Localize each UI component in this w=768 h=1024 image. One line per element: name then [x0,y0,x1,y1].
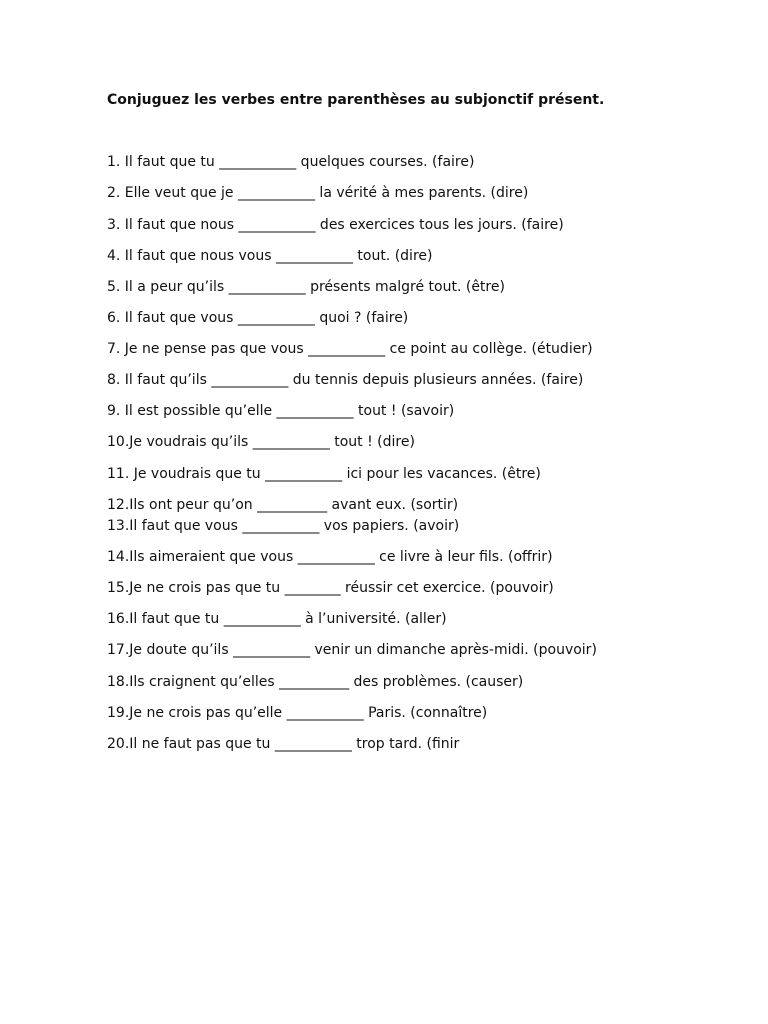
exercise-line: 9. Il est possible qu’elle ___________ tout ! (savoir) [107,403,455,419]
exercise-line: 18.Ils craignent qu’elles __________ des problèmes. (causer) [107,674,524,690]
exercise-line: 1. Il faut que tu ___________ quelques courses. (faire) [107,154,475,170]
exercise-line: 6. Il faut que vous ___________ quoi ? (faire) [107,310,409,326]
exercise-line: 16.Il faut que tu ___________ à l’université. (aller) [107,611,447,627]
exercise-line: 3. Il faut que nous ___________ des exercices tous les jours. (faire) [107,217,564,233]
exercise-line: 14.Ils aimeraient que vous ___________ ce livre à leur fils. (offrir) [107,549,553,565]
exercise-line: 4. Il faut que nous vous ___________ tout. (dire) [107,248,433,264]
exercise-line: 7. Je ne pense pas que vous ___________ ce point au collège. (étudier) [107,341,593,357]
exercise-line: 8. Il faut qu’ils ___________ du tennis depuis plusieurs années. (faire) [107,372,584,388]
exercise-line: 17.Je doute qu’ils ___________ venir un dimanche après-midi. (pouvoir) [107,642,597,658]
exercise-line: 5. Il a peur qu’ils ___________ présents malgré tout. (être) [107,279,505,295]
exercise-line: 20.Il ne faut pas que tu ___________ trop tard. (finir [107,736,460,752]
exercise-line: 11. Je voudrais que tu ___________ ici pour les vacances. (être) [107,466,541,482]
exercise-line: 19.Je ne crois pas qu’elle ___________ Paris. (connaître) [107,705,488,721]
exercise-line: 2. Elle veut que je ___________ la vérité à mes parents. (dire) [107,185,529,201]
exercise-line: 12.Ils ont peur qu’on __________ avant eux. (sortir) [107,497,459,513]
exercise-line: 10.Je voudrais qu’ils ___________ tout ! (dire) [107,434,415,450]
exercise-line: 15.Je ne crois pas que tu ________ réussir cet exercice. (pouvoir) [107,580,554,596]
exercise-line: 13.Il faut que vous ___________ vos papiers. (avoir) [107,518,460,534]
worksheet-title: Conjuguez les verbes entre parenthèses au subjonctif présent. [107,92,605,108]
